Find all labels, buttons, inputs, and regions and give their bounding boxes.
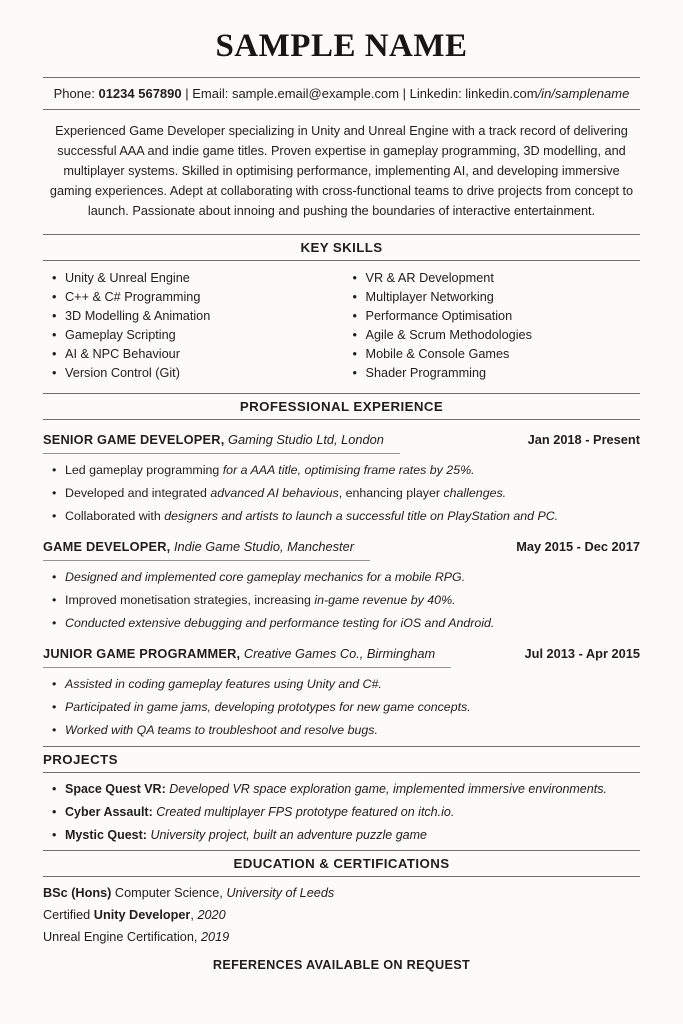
- job-bullet: • Designed and implemented core gameplay mechanics for a mobile RPG.: [43, 569, 640, 585]
- education-item: Certified Unity Developer, 2020: [43, 908, 226, 922]
- section-header-key-skills: KEY SKILLS: [43, 234, 640, 261]
- job-title: [43, 538, 370, 561]
- job-entry: [43, 431, 640, 524]
- skill-item: • Multiplayer Networking: [344, 288, 641, 307]
- skill-item: • 3D Modelling & Animation: [43, 307, 340, 326]
- skill-item: • AI & NPC Behaviour: [43, 345, 340, 364]
- project-item: • Mystic Quest: University project, built an adventure puzzle game: [43, 827, 640, 843]
- job-bullet: • Conducted extensive debugging and performance testing for iOS and Android.: [43, 615, 640, 631]
- job-entry: [43, 645, 640, 738]
- contact-line: Phone: 01234 567890 | Email: sample.email@example.com | Linkedin: linkedin.com/in/samplename: [43, 77, 640, 110]
- skill-item: • Mobile & Console Games: [344, 345, 641, 364]
- job-heading: [43, 431, 640, 454]
- job-heading: [43, 538, 640, 561]
- job-title: [43, 645, 451, 668]
- section-header-education: EDUCATION & CERTIFICATIONS: [43, 850, 640, 877]
- education-item: BSc (Hons) Computer Science, University of Leeds: [43, 886, 335, 900]
- job-bullet: • Developed and integrated advanced AI behavious, enhancing player challenges.: [43, 485, 640, 501]
- education-list: [43, 886, 640, 944]
- key-skills-columns: [43, 269, 640, 383]
- job-role: SENIOR GAME DEVELOPER,: [43, 432, 225, 447]
- section-header-professional-experience: PROFESSIONAL EXPERIENCE: [43, 393, 640, 420]
- job-company: Gaming Studio Ltd, London: [224, 432, 384, 447]
- skill-item: • C++ & C# Programming: [43, 288, 340, 307]
- job-company: Creative Games Co., Birmingham: [240, 646, 436, 661]
- job-bullet-list: [43, 676, 640, 738]
- job-bullet: • Assisted in coding gameplay features using Unity and C#.: [43, 676, 640, 692]
- key-skills-right-column: [340, 269, 641, 383]
- job-bullet: • Worked with QA teams to troubleshoot and resolve bugs.: [43, 722, 640, 738]
- job-bullet-list: [43, 462, 640, 524]
- section-header-projects: PROJECTS: [43, 746, 640, 773]
- skill-item: • Agile & Scrum Methodologies: [344, 326, 641, 345]
- project-item: • Space Quest VR: Developed VR space exploration game, implemented immersive environments.: [43, 781, 640, 797]
- job-heading: [43, 645, 640, 668]
- job-entry: [43, 538, 640, 631]
- job-role: JUNIOR GAME PROGRAMMER,: [43, 646, 241, 661]
- skill-item: • Unity & Unreal Engine: [43, 269, 340, 288]
- job-dates: May 2015 - Dec 2017: [516, 539, 640, 554]
- job-company: Indie Game Studio, Manchester: [170, 539, 354, 554]
- project-list: [43, 781, 640, 843]
- skill-item: • Performance Optimisation: [344, 307, 641, 326]
- skill-item: • Gameplay Scripting: [43, 326, 340, 345]
- job-bullet: • Collaborated with designers and artists to launch a successful title on PlayStation and PC.: [43, 508, 640, 524]
- job-role: GAME DEVELOPER,: [43, 539, 171, 554]
- skill-item: • Shader Programming: [344, 364, 641, 383]
- job-bullet-list: [43, 569, 640, 631]
- job-bullet: • Led gameplay programming for a AAA title, optimising frame rates by 25%.: [43, 462, 640, 478]
- project-item: • Cyber Assault: Created multiplayer FPS prototype featured on itch.io.: [43, 804, 640, 820]
- summary-paragraph: Experienced Game Developer specializing in Unity and Unreal Engine with a track record of delivering successful AAA and indie game titles. Proven expertise in gameplay programming, 3D modelling, and multiplayer systems. Skilled in optimising performance, implementing AI, and developing immersive gaming experiences. Adept at collaborating with cross-functional teams to drive projects from concept to launch. Passionate about innoing and pushing the boundaries of interactive entertainment.: [49, 124, 634, 218]
- skill-item: • VR & AR Development: [344, 269, 641, 288]
- skill-item: • Version Control (Git): [43, 364, 340, 383]
- page-title: SAMPLE NAME: [215, 28, 468, 64]
- job-bullet: • Participated in game jams, developing prototypes for new game concepts.: [43, 699, 640, 715]
- job-dates: Jul 2013 - Apr 2015: [524, 646, 640, 661]
- education-item: Unreal Engine Certification, 2019: [43, 930, 230, 944]
- job-dates: Jan 2018 - Present: [527, 432, 640, 447]
- key-skills-left-column: [43, 269, 340, 383]
- job-title: [43, 431, 400, 454]
- job-bullet: • Improved monetisation strategies, increasing in-game revenue by 40%.: [43, 592, 640, 608]
- references-note: REFERENCES AVAILABLE ON REQUEST: [212, 958, 471, 972]
